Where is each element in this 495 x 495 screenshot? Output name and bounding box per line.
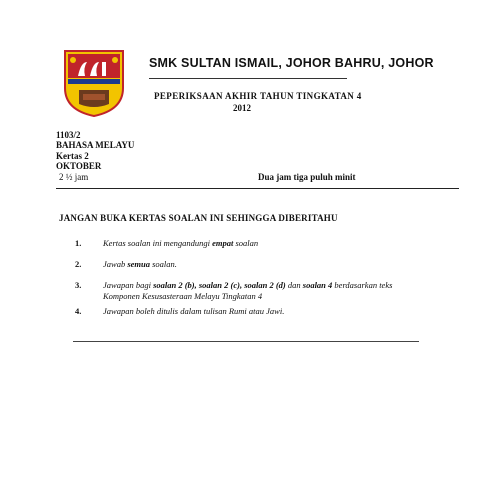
warning-notice: JANGAN BUKA KERTAS SOALAN INI SEHINGGA DIBERITAHU	[59, 213, 338, 223]
instruction-number: 2.	[75, 259, 82, 269]
instruction-number: 1.	[75, 238, 82, 248]
duration-hours: 2 ½ jam	[59, 172, 89, 182]
exam-year: 2012	[233, 103, 251, 113]
instruction-number: 3.	[75, 280, 82, 290]
footer-divider	[73, 341, 419, 342]
subject-name: BAHASA MELAYU	[56, 140, 135, 150]
instruction-number: 4.	[75, 306, 82, 316]
school-name: SMK SULTAN ISMAIL, JOHOR BAHRU, JOHOR	[149, 56, 434, 70]
instruction-text-line2: Komponen Kesusasteraan Melayu Tingkatan 4	[103, 291, 263, 301]
section-divider	[56, 188, 459, 189]
instruction-text: Jawab semua soalan.	[103, 259, 177, 269]
duration-words: Dua jam tiga puluh minit	[258, 172, 356, 182]
instruction-text: Jawapan bagi soalan 2 (b), soalan 2 (c), soalan 2 (d) dan soalan 4 berdasarkan teks Komponen Kesusasteraan Melayu Tingkatan 4	[103, 280, 393, 301]
exam-month: OKTOBER	[56, 161, 102, 171]
instruction-text: Jawapan boleh ditulis dalam tulisan Rumi atau Jawi.	[103, 306, 285, 316]
exam-title: PEPERIKSAAN AKHIR TAHUN TINGKATAN 4	[154, 91, 362, 101]
paper-code: 1103/2	[56, 130, 81, 140]
school-crest-logo	[61, 48, 127, 118]
paper-number: Kertas 2	[56, 151, 89, 161]
header-divider	[149, 78, 347, 79]
instruction-text: Kertas soalan ini mengandungi empat soalan	[103, 238, 259, 248]
